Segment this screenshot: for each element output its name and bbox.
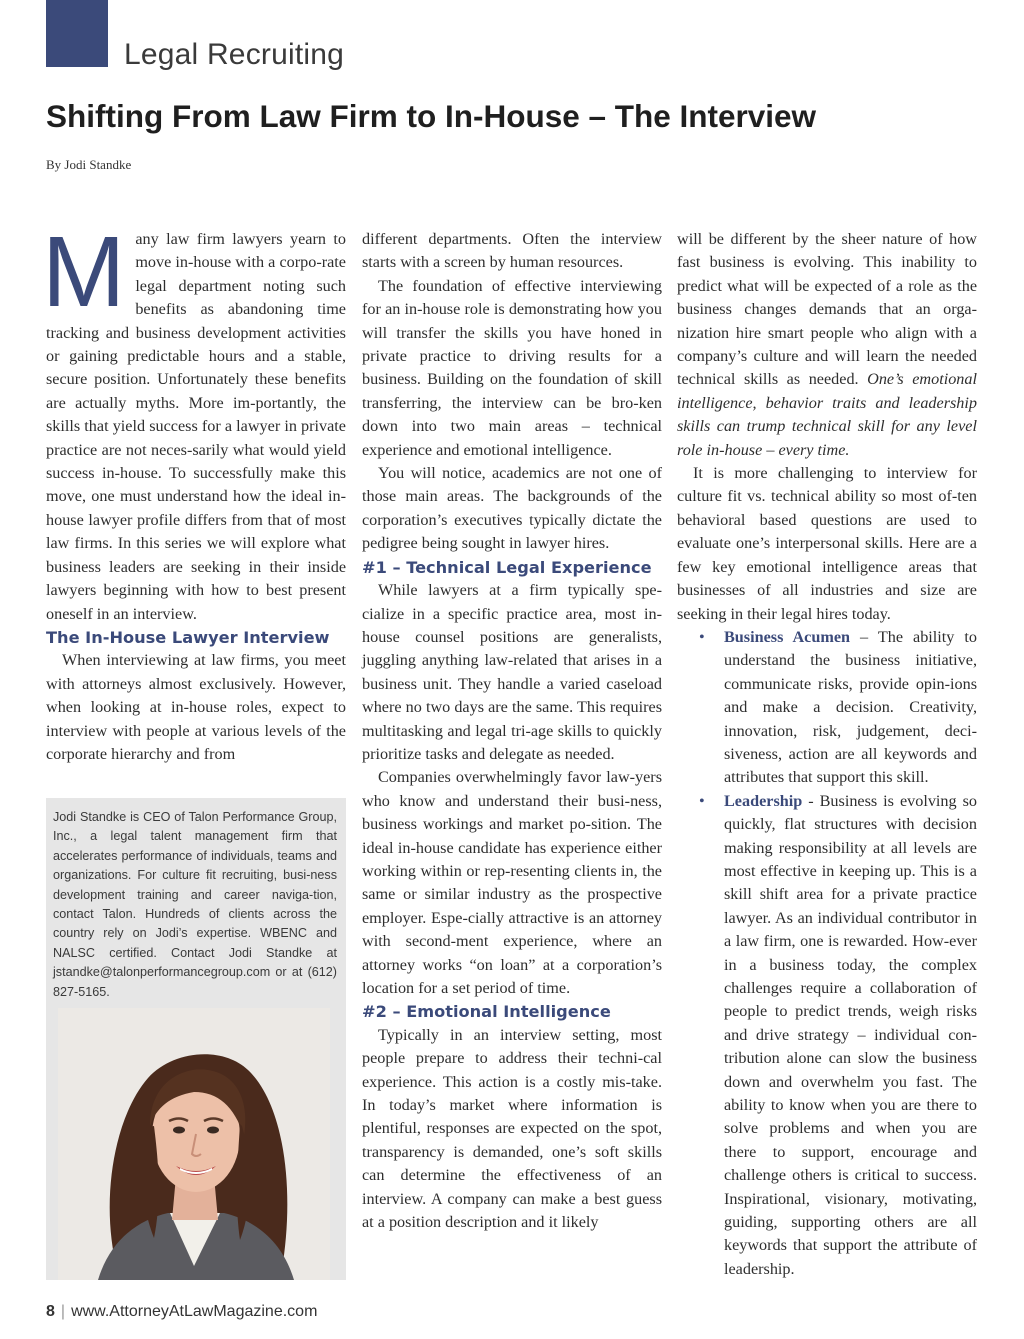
paragraph: You will notice, academics are not one of those main areas. The backgrounds of the corporation’s executives typically dictate the pedigree being sought in lawyer hires. xyxy=(362,464,662,553)
list-item-term: Business Acumen xyxy=(724,627,851,646)
footer-separator: | xyxy=(60,1303,66,1320)
article-column-3 xyxy=(677,228,977,1281)
paragraph: Companies overwhelmingly favor law-yers who know and understand their busi-ness, business workings and market po-sition. The ideal in-house candidate has experience either working within or rep-resenting clients in, the same or similar industry as the prospective employer. Espe-cially attractive is an attorney with second-ment experience, where an attorney works “on loan” at a corporation’s location for a set period of time. xyxy=(362,768,662,997)
paragraph: The foundation of effective interviewing for an in-house role is demonstrating how you will transfer the skills you have honed in private practice to driving results for a business. Building on the foundation of skill transferring, the interview can be bro-ken down into two main areas – technical experience and emotional intelligence. xyxy=(362,276,662,459)
emphasis-text: One’s emotional intelligence, behavior traits and leadership skills can trump technical skill for any level role in-house – every time. xyxy=(677,370,977,459)
list-item-text: - Business is evolving so quickly, flat structures with decision making responsibility at all levels are most effective in keeping up. This is a skill shift area for a private practice lawyer. As an individual contributor in a law firm, one is rewarded. How-ever in a business today, the complex challenges require a collaboration of people to predict trends, weigh risks and drive strategy – individual con-tribution alone can slow the business down and overwhelm you fast. The ability to know when you are there to solve problems and when you are there to support, encourage and challenge others is critical to success. Inspirational, visionary, motivating, guiding, supporting others are all keywords that support the attribute of leadership. xyxy=(724,791,977,1278)
paragraph: While lawyers at a firm typically spe-cialize in a specific practice area, most in-house counsel positions are generalists, juggling anything law-related that arises in a business unit. They handle a varied caseload where no two days are the same. This requires multitasking and legal tri-age skills to quickly prioritize tasks and delegate as needed. xyxy=(362,581,662,763)
drop-cap: M xyxy=(42,216,126,328)
section-accent-block xyxy=(46,0,108,67)
subhead-emotional-intelligence: #2 – Emotional Intelligence xyxy=(362,1002,611,1022)
list-item-term: Leadership xyxy=(724,791,803,810)
article-column-2 xyxy=(362,228,662,1234)
emotional-intelligence-list xyxy=(677,626,977,1281)
article-headline: Shifting From Law Firm to In-House – The Interview xyxy=(46,98,817,134)
list-item xyxy=(677,626,977,790)
magazine-website-link[interactable]: www.AttorneyAtLawMagazine.com xyxy=(71,1303,318,1320)
paragraph: It is more challenging to interview for culture fit vs. technical ability so most of-ten behavioral based questions are used to evaluate one’s interpersonal skills. Here are a few key emotional intelligence areas that businesses of all industries and size are seeking in their legal hires today. xyxy=(677,464,977,623)
list-item xyxy=(677,790,977,1282)
intro-paragraph: any law firm lawyers yearn to move in-house with a corpo-rate legal department noting such benefits as abandoning time tracking and business development activities or gaining predictable hours and a stable, secure position. Unfortunately these benefits are actually myths. More im-portantly, the skills that yield success for a lawyer in private practice are not neces-sarily what would yield success in-house. To successfully make this move, one must understand how the ideal in-house lawyer profile differs from that of most law firms. In this series we will explore what business leaders are seeking in their inside lawyers beginning with how to best present oneself in an interview. xyxy=(46,230,346,623)
subhead-technical-legal-experience: #1 – Technical Legal Experience xyxy=(362,557,652,577)
bullet-icon: • xyxy=(699,791,705,810)
article-column-1 xyxy=(42,216,346,766)
author-bio-text: Jodi Standke is CEO of Talon Performance Group, Inc., a legal talent management firm that accelerates performance of individuals, teams and organizations. For culture fit recruiting, busi-ness development training and career naviga-tion, contact Talon. Hundreds of clients across the country rely on Jodi’s expertise. WBENC and NALSC certified. Contact Jodi Standke at jstandke@talonperformancegroup.com or at (612) 827-5165. xyxy=(53,810,337,999)
author-photo xyxy=(58,1008,330,1280)
paragraph-text: will be different by the sheer nature of how fast business is evolving. This inability to predict what will be expected of a role as the business changes demands that an orga-nization hire smart people who align with a company’s culture and will learn the needed technical skills as needed. xyxy=(677,230,977,389)
paragraph xyxy=(677,228,977,462)
paragraph: different departments. Often the interview starts with a screen by human resources. xyxy=(362,230,662,272)
paragraph: When interviewing at law firms, you meet with attorneys almost exclusively. However, when looking at in-house roles, expect to interview with people at various levels of the corporate hierarchy and from xyxy=(46,651,346,763)
author-portrait-image xyxy=(58,1008,330,1280)
list-item-text: – The ability to understand the business initiative, communicate risks, provide opin-ions and make a decision. Creativity, innovation, risk, judgement, deci-siveness, action are all keywords and attributes that support this skill. xyxy=(724,627,977,787)
paragraph: Typically in an interview setting, most people prepare to address their techni-cal experience. This action is a costly mis-take. In today’s market where information is plentiful, responses are expected on the spot, transparency is demanded, one’s soft skills can determine the effectiveness of an interview. A company can make a best guess at a position description and it likely xyxy=(362,1025,662,1232)
section-label: Legal Recruiting xyxy=(124,38,344,71)
page-number: 8 xyxy=(46,1303,55,1320)
bullet-icon: • xyxy=(699,627,705,646)
byline: By Jodi Standke xyxy=(46,157,132,172)
author-bio-box xyxy=(46,798,346,1280)
page-footer xyxy=(46,1303,317,1321)
subhead-in-house-interview: The In-House Lawyer Interview xyxy=(46,627,330,647)
